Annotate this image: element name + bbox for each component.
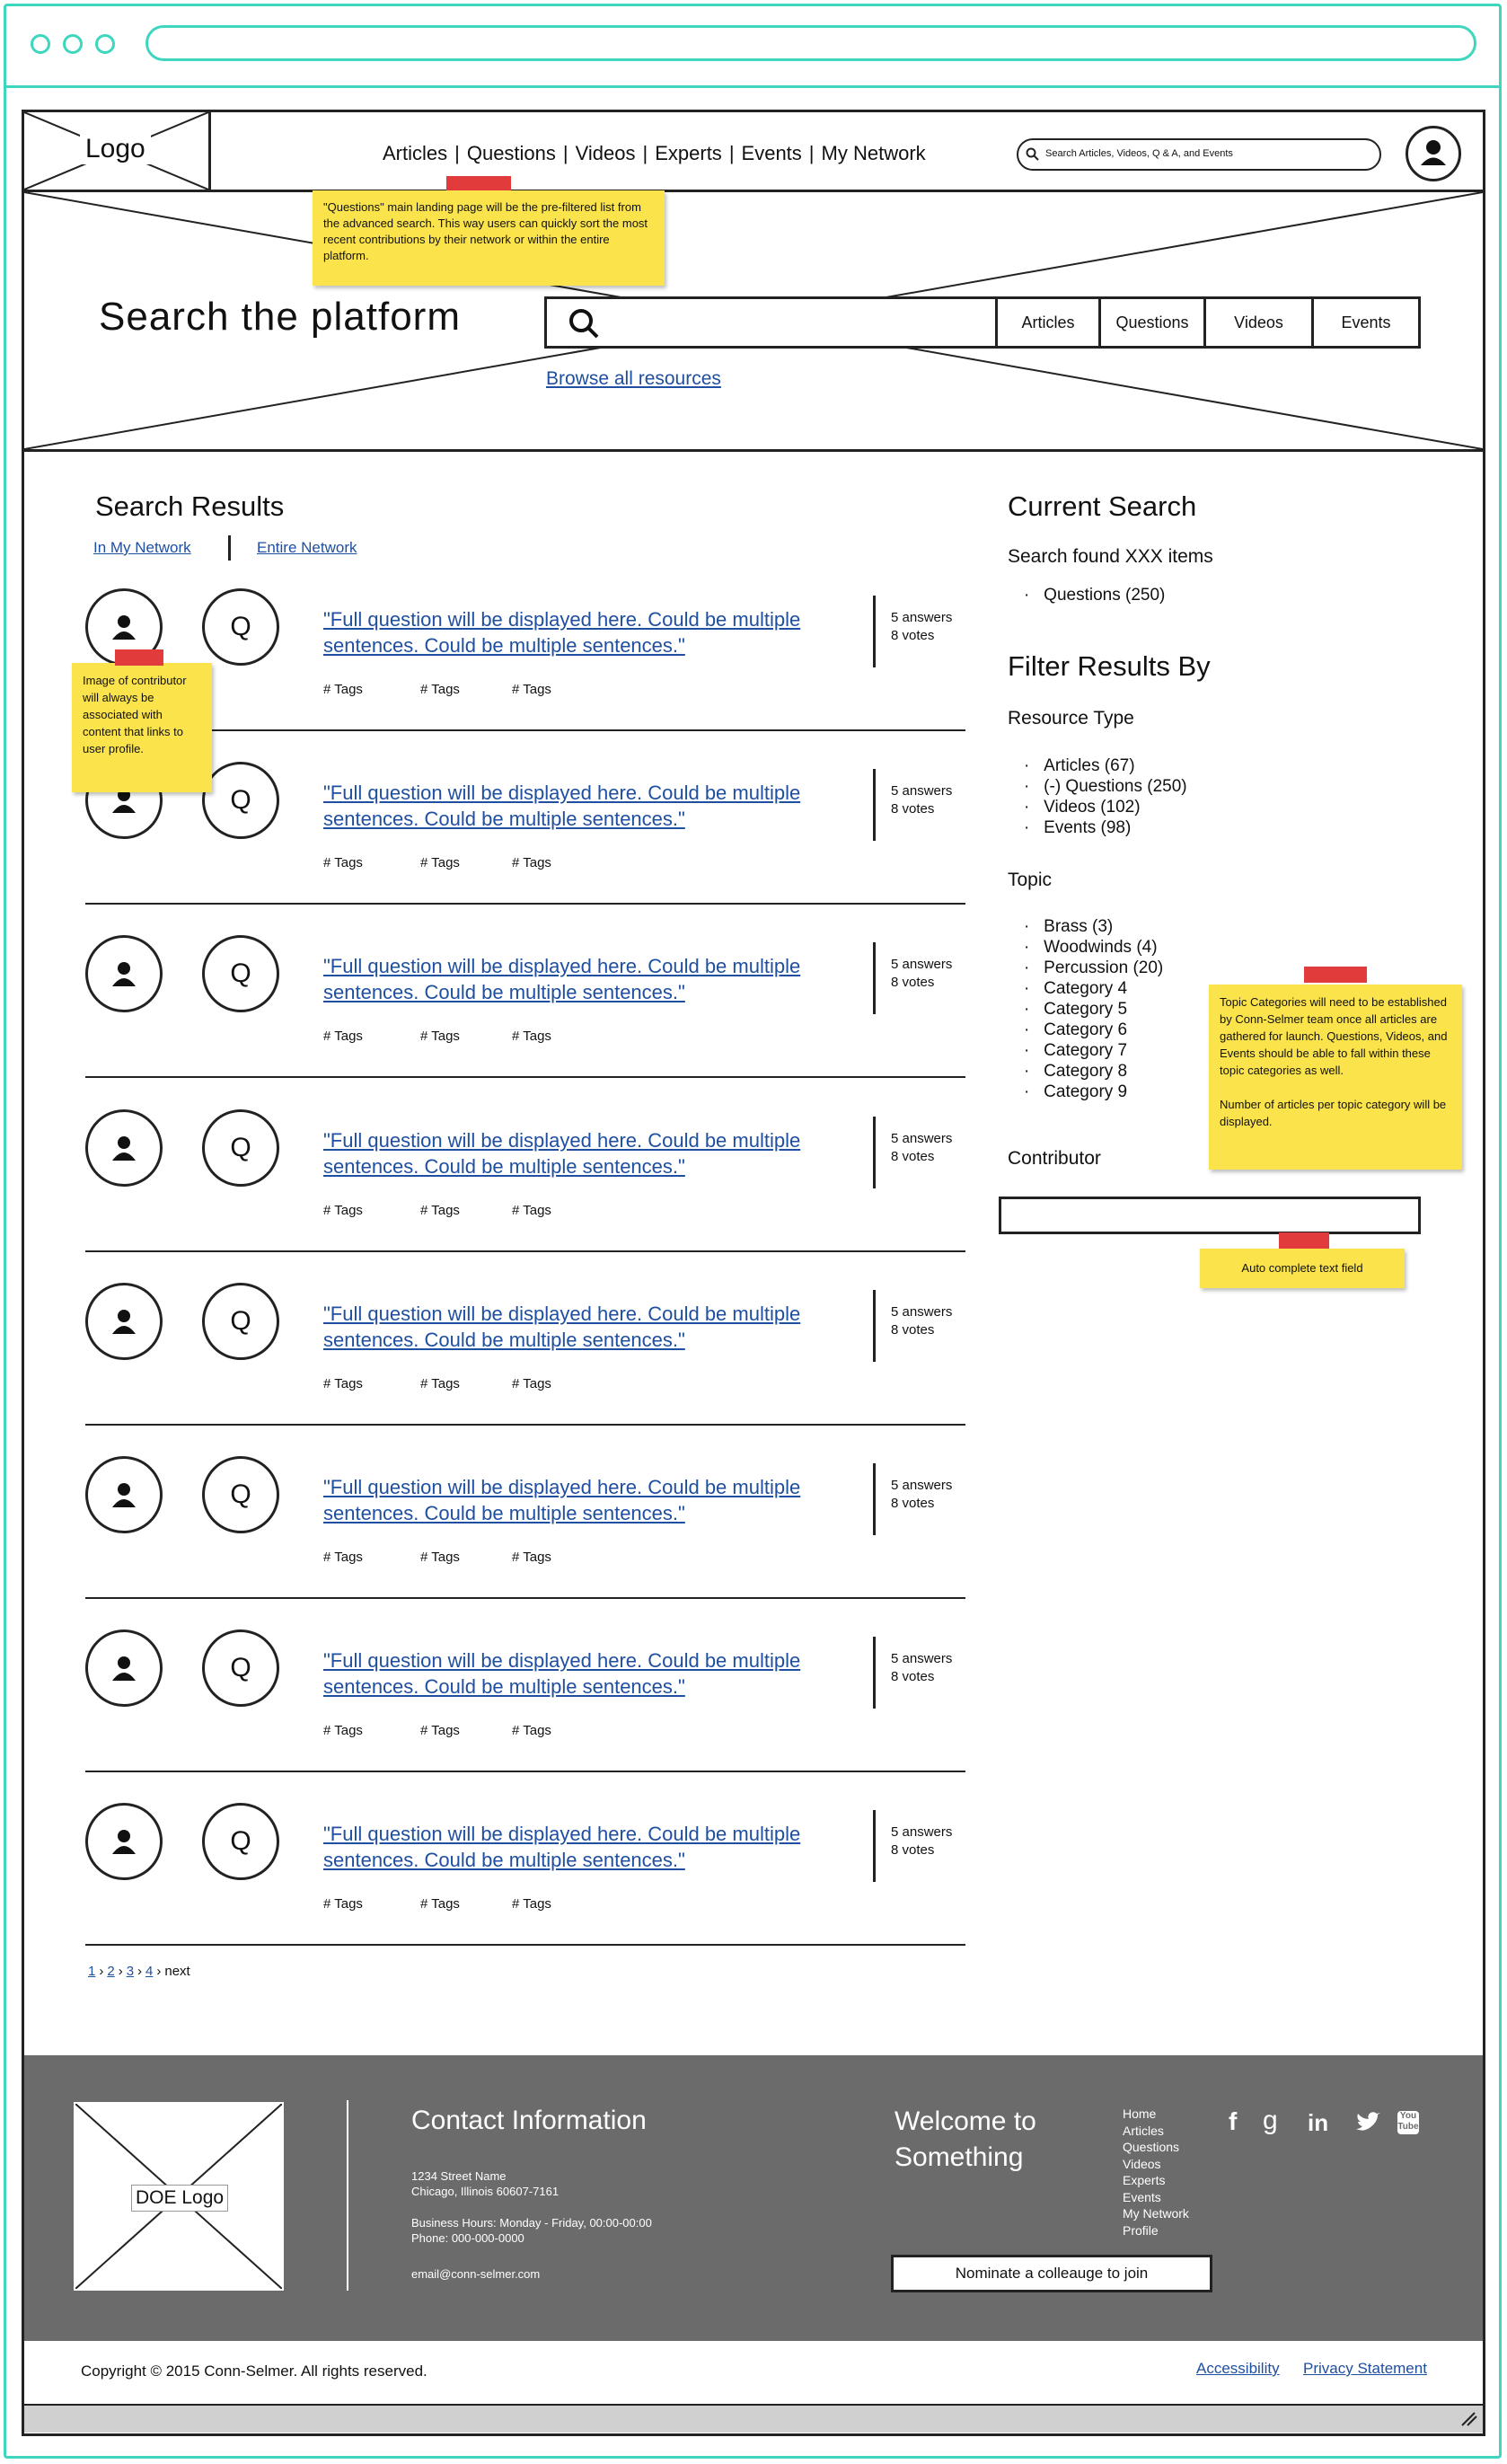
question-type-icon: Q <box>202 1803 279 1880</box>
vote-count: 8 votes <box>891 1842 935 1858</box>
tape <box>1304 967 1367 983</box>
tag-link[interactable]: # Tags <box>420 1376 460 1391</box>
result-meta <box>891 782 952 818</box>
topic-item[interactable]: · Percussion (20) <box>1024 958 1164 977</box>
result-meta <box>891 609 952 645</box>
linkedin-icon[interactable]: in <box>1308 2109 1329 2136</box>
nav-questions[interactable]: Questions <box>466 142 556 164</box>
hero-title: Search the platform <box>95 295 464 340</box>
vote-count: 8 votes <box>891 1322 935 1338</box>
welcome-line1: Welcome to <box>895 2106 1036 2136</box>
bottom-scroll-bar <box>24 2404 1483 2433</box>
result-meta <box>891 1130 952 1166</box>
topic-item[interactable]: · Category 7 <box>1024 1041 1128 1060</box>
page-1[interactable]: 1 <box>88 1964 96 1979</box>
user-avatar-button[interactable] <box>1406 126 1461 181</box>
question-type-icon: Q <box>202 1109 279 1187</box>
window-dot-1[interactable] <box>31 34 50 54</box>
meta-divider <box>873 1117 876 1188</box>
current-item[interactable]: · Questions (250) <box>1024 586 1166 605</box>
vote-count: 8 votes <box>891 801 935 817</box>
answer-count: 5 answers <box>891 1478 953 1493</box>
result-divider <box>85 1597 965 1599</box>
window-dot-3[interactable] <box>95 34 115 54</box>
filter-questions[interactable]: · (-) Questions (250) <box>1024 777 1187 796</box>
tag-link[interactable]: # Tags <box>323 1550 363 1565</box>
result-divider <box>85 1250 965 1252</box>
tag-link[interactable]: # Tags <box>512 1550 551 1565</box>
user-icon <box>106 956 142 992</box>
note-autocomplete: Auto complete text field <box>1200 1249 1405 1288</box>
browse-all-link[interactable]: Browse all resources <box>546 368 721 389</box>
tag-link[interactable]: # Tags <box>420 1550 460 1565</box>
search-found-count: Search found XXX items <box>1008 546 1213 567</box>
answer-count: 5 answers <box>891 1824 953 1840</box>
nav-videos[interactable]: Videos <box>575 142 636 164</box>
vote-count: 8 votes <box>891 1149 935 1164</box>
question-link[interactable]: "Full question will be displayed here. Could be multiple sentences. Could be multiple sentences." <box>323 1129 801 1178</box>
facebook-icon[interactable]: f <box>1229 2107 1238 2135</box>
topic-item[interactable]: · Category 8 <box>1024 1062 1128 1081</box>
nav-my-network[interactable]: My Network <box>821 142 926 164</box>
footer-link-events[interactable]: Events <box>1123 2189 1161 2204</box>
tape <box>1279 1232 1329 1249</box>
copyright: Copyright © 2015 Conn-Selmer. All rights reserved. <box>81 2362 427 2380</box>
tag-link[interactable]: # Tags <box>323 1203 363 1218</box>
twitter-icon[interactable] <box>1354 2111 1381 2134</box>
user-icon <box>106 1130 142 1166</box>
result-meta <box>891 1303 952 1339</box>
contributor-avatar[interactable] <box>85 1629 163 1707</box>
question-type-icon: Q <box>202 1456 279 1533</box>
result-meta <box>891 1824 952 1859</box>
tab-videos[interactable]: Videos <box>1203 296 1314 349</box>
question-link[interactable]: "Full question will be displayed here. Could be multiple sentences. Could be multiple sentences." <box>323 608 801 657</box>
user-icon <box>106 609 142 645</box>
answer-count: 5 answers <box>891 1651 953 1666</box>
chevron-right-icon: › <box>99 1964 104 1979</box>
tag-link[interactable]: # Tags <box>512 1203 551 1218</box>
privacy-link[interactable]: Privacy Statement <box>1303 2360 1427 2377</box>
pagination <box>88 1964 190 1979</box>
tape <box>115 649 163 666</box>
meta-divider <box>873 1637 876 1709</box>
answer-count: 5 answers <box>891 957 953 972</box>
resource-type-title: Resource Type <box>1008 708 1134 729</box>
resource-type-list <box>1024 755 1187 838</box>
contributor-avatar[interactable] <box>85 935 163 1012</box>
result-divider <box>85 1944 965 1946</box>
topic-title: Topic <box>1008 870 1053 890</box>
user-icon <box>106 1477 142 1513</box>
topic-item[interactable]: · Category 4 <box>1024 979 1128 998</box>
meta-divider <box>873 769 876 841</box>
contact-hours <box>411 2215 652 2246</box>
contact-hours-line: Business Hours: Monday - Friday, 00:00-00:00 <box>411 2216 652 2230</box>
answer-count: 5 answers <box>891 783 953 799</box>
result-meta <box>891 1477 952 1513</box>
tag-link[interactable]: # Tags <box>512 1723 551 1738</box>
note-topic-categories-text: Topic Categories will need to be established by Conn-Selmer team once all articles are gathered for launch. Questions, Videos, and Events should be able to fall within these topic categories as well. <box>1220 995 1448 1077</box>
accessibility-link[interactable]: Accessibility <box>1196 2360 1280 2377</box>
logo-box[interactable] <box>24 112 211 190</box>
page-3[interactable]: 3 <box>126 1964 135 1979</box>
footer-link-home[interactable]: Home <box>1123 2106 1157 2121</box>
footer-links <box>1123 2106 1189 2239</box>
filter-videos[interactable]: · Videos (102) <box>1024 798 1141 817</box>
nav-articles[interactable]: Articles <box>383 142 448 164</box>
result-meta <box>891 956 952 992</box>
tab-questions[interactable]: Questions <box>1098 296 1206 349</box>
contributor-avatar[interactable] <box>85 1283 163 1360</box>
welcome-line2: Something <box>895 2142 1024 2172</box>
note-topic-count-text: Number of articles per topic category will be displayed. <box>1220 1098 1447 1128</box>
welcome-heading <box>895 2104 1036 2176</box>
topic-item[interactable]: · Category 6 <box>1024 1020 1128 1039</box>
contributor-input[interactable] <box>999 1197 1421 1234</box>
tag-link[interactable]: # Tags <box>512 1029 551 1044</box>
chevron-right-icon: › <box>156 1964 162 1979</box>
contact-address-line2: Chicago, Illinois 60607-7161 <box>411 2185 560 2198</box>
tag-link[interactable]: # Tags <box>512 1896 551 1912</box>
google-plus-icon[interactable]: g <box>1263 2106 1278 2135</box>
tab-articles[interactable]: Articles <box>995 296 1101 349</box>
current-search-title: Current Search <box>1008 490 1197 522</box>
topic-list <box>1024 916 1163 1102</box>
main-nav: Articles | Questions | Videos | Experts | Events | My Network <box>377 142 931 165</box>
results-title: Search Results <box>95 490 285 522</box>
contact-phone: Phone: 000-000-0000 <box>411 2231 524 2245</box>
meta-divider <box>873 1290 876 1362</box>
tag-link[interactable]: # Tags <box>420 1029 460 1044</box>
result-divider <box>85 903 965 905</box>
footer-link-my-network[interactable]: My Network <box>1123 2206 1189 2221</box>
meta-divider <box>873 596 876 667</box>
tag-link[interactable]: # Tags <box>512 682 551 697</box>
vote-count: 8 votes <box>891 1669 935 1684</box>
filter-events[interactable]: · Events (98) <box>1024 818 1132 837</box>
nav-experts[interactable]: Experts <box>655 142 722 164</box>
nominate-button[interactable]: Nominate a colleauge to join <box>891 2255 1212 2292</box>
tag-link[interactable]: # Tags <box>420 1723 460 1738</box>
topic-item[interactable]: · Category 9 <box>1024 1082 1128 1101</box>
tag-link[interactable]: # Tags <box>323 855 363 870</box>
result-divider <box>85 1424 965 1426</box>
contributor-avatar[interactable] <box>85 1456 163 1533</box>
logo-text: Logo <box>80 134 151 164</box>
result-divider <box>85 1076 965 1078</box>
question-type-icon: Q <box>202 588 279 666</box>
footer-link-experts[interactable]: Experts <box>1123 2173 1166 2187</box>
tag-link[interactable]: # Tags <box>323 1376 363 1391</box>
scope-divider <box>228 535 231 561</box>
note-contributor-image: Image of contributor will always be associated with content that links to user profile. <box>72 663 212 792</box>
topic-item[interactable]: · Woodwinds (4) <box>1024 938 1158 957</box>
current-search-list <box>1024 585 1165 605</box>
question-link[interactable]: "Full question will be displayed here. Could be multiple sentences. Could be multiple sentences." <box>323 1649 801 1698</box>
footer-logo-box[interactable] <box>74 2102 284 2291</box>
scope-entire-network[interactable]: Entire Network <box>257 539 357 556</box>
question-link[interactable]: "Full question will be displayed here. Could be multiple sentences. Could be multiple sentences." <box>323 1476 801 1524</box>
contributor-avatar[interactable] <box>85 1109 163 1187</box>
tag-link[interactable]: # Tags <box>420 1203 460 1218</box>
question-link[interactable]: "Full question will be displayed here. Could be multiple sentences. Could be multiple sentences." <box>323 955 801 1003</box>
page-4[interactable]: 4 <box>145 1964 154 1979</box>
meta-divider <box>873 1463 876 1535</box>
filter-title: Filter Results By <box>1008 650 1211 682</box>
result-divider <box>85 1771 965 1772</box>
chevron-right-icon: › <box>118 1964 123 1979</box>
contact-email[interactable]: email@conn-selmer.com <box>411 2267 541 2281</box>
footer-link-articles[interactable]: Articles <box>1123 2123 1164 2138</box>
page-2[interactable]: 2 <box>107 1964 115 1979</box>
meta-divider <box>873 1810 876 1882</box>
question-link[interactable]: "Full question will be displayed here. Could be multiple sentences. Could be multiple sentences." <box>323 782 801 830</box>
vote-count: 8 votes <box>891 975 935 990</box>
footer-link-questions[interactable]: Questions <box>1123 2140 1180 2154</box>
tag-link[interactable]: # Tags <box>323 1896 363 1912</box>
answer-count: 5 answers <box>891 1304 953 1320</box>
answer-count: 5 answers <box>891 1131 953 1146</box>
meta-divider <box>873 942 876 1014</box>
note-questions-landing: "Questions" main landing page will be the pre-filtered list from the advanced search. This way users can quickly sort the most recent contributions by their network or within the entire platform. <box>313 190 665 286</box>
header-search-placeholder: Search Articles, Videos, Q & A, and Events <box>1045 148 1233 159</box>
question-type-icon: Q <box>202 1283 279 1360</box>
tag-link[interactable]: # Tags <box>420 855 460 870</box>
tag-link[interactable]: # Tags <box>323 1029 363 1044</box>
question-link[interactable]: "Full question will be displayed here. Could be multiple sentences. Could be multiple sentences." <box>323 1303 801 1351</box>
url-bar[interactable] <box>145 25 1476 61</box>
contributor-avatar[interactable] <box>85 1803 163 1880</box>
contact-title: Contact Information <box>411 2106 647 2135</box>
footer-divider <box>347 2100 348 2291</box>
search-icon <box>565 305 604 344</box>
filter-articles[interactable]: · Articles (67) <box>1024 756 1135 775</box>
nav-events[interactable]: Events <box>741 142 802 164</box>
scope-in-my-network[interactable]: In My Network <box>93 539 191 556</box>
question-type-icon: Q <box>202 935 279 1012</box>
tag-link[interactable]: # Tags <box>512 1376 551 1391</box>
header-search-input[interactable] <box>1017 138 1381 171</box>
contact-address-line1: 1234 Street Name <box>411 2169 507 2183</box>
youtube-icon[interactable]: You Tube <box>1397 2111 1419 2134</box>
user-icon <box>106 1303 142 1339</box>
chevron-right-icon: › <box>137 1964 143 1979</box>
question-type-icon: Q <box>202 762 279 839</box>
contributor-title: Contributor <box>1008 1148 1101 1169</box>
tag-link[interactable]: # Tags <box>323 1723 363 1738</box>
result-divider <box>85 729 965 731</box>
resize-handle-icon[interactable] <box>1460 2411 1478 2427</box>
result-meta <box>891 1650 952 1686</box>
tag-link[interactable]: # Tags <box>323 682 363 697</box>
footer-link-videos[interactable]: Videos <box>1123 2156 1161 2171</box>
answer-count: 5 answers <box>891 610 953 625</box>
vote-count: 8 votes <box>891 1496 935 1511</box>
footer-logo-text: DOE Logo <box>131 2185 228 2212</box>
window-dot-2[interactable] <box>63 34 83 54</box>
search-icon <box>1026 147 1040 162</box>
topic-item[interactable]: · Brass (3) <box>1024 917 1114 936</box>
footer-link-profile[interactable]: Profile <box>1123 2222 1159 2238</box>
tab-events[interactable]: Events <box>1311 296 1421 349</box>
question-type-icon: Q <box>202 1629 279 1707</box>
tag-link[interactable]: # Tags <box>420 1896 460 1912</box>
user-icon <box>106 1650 142 1686</box>
contact-address <box>411 2168 559 2199</box>
vote-count: 8 votes <box>891 628 935 643</box>
user-icon <box>106 1824 142 1859</box>
note-topic-categories <box>1209 985 1462 1170</box>
tag-link[interactable]: # Tags <box>420 682 460 697</box>
question-link[interactable]: "Full question will be displayed here. Could be multiple sentences. Could be multiple sentences." <box>323 1823 801 1871</box>
topic-item[interactable]: · Category 5 <box>1024 1000 1128 1019</box>
user-icon <box>1408 128 1459 179</box>
tag-link[interactable]: # Tags <box>512 855 551 870</box>
hero-divider <box>24 449 1483 452</box>
next-page[interactable]: next <box>164 1964 190 1979</box>
